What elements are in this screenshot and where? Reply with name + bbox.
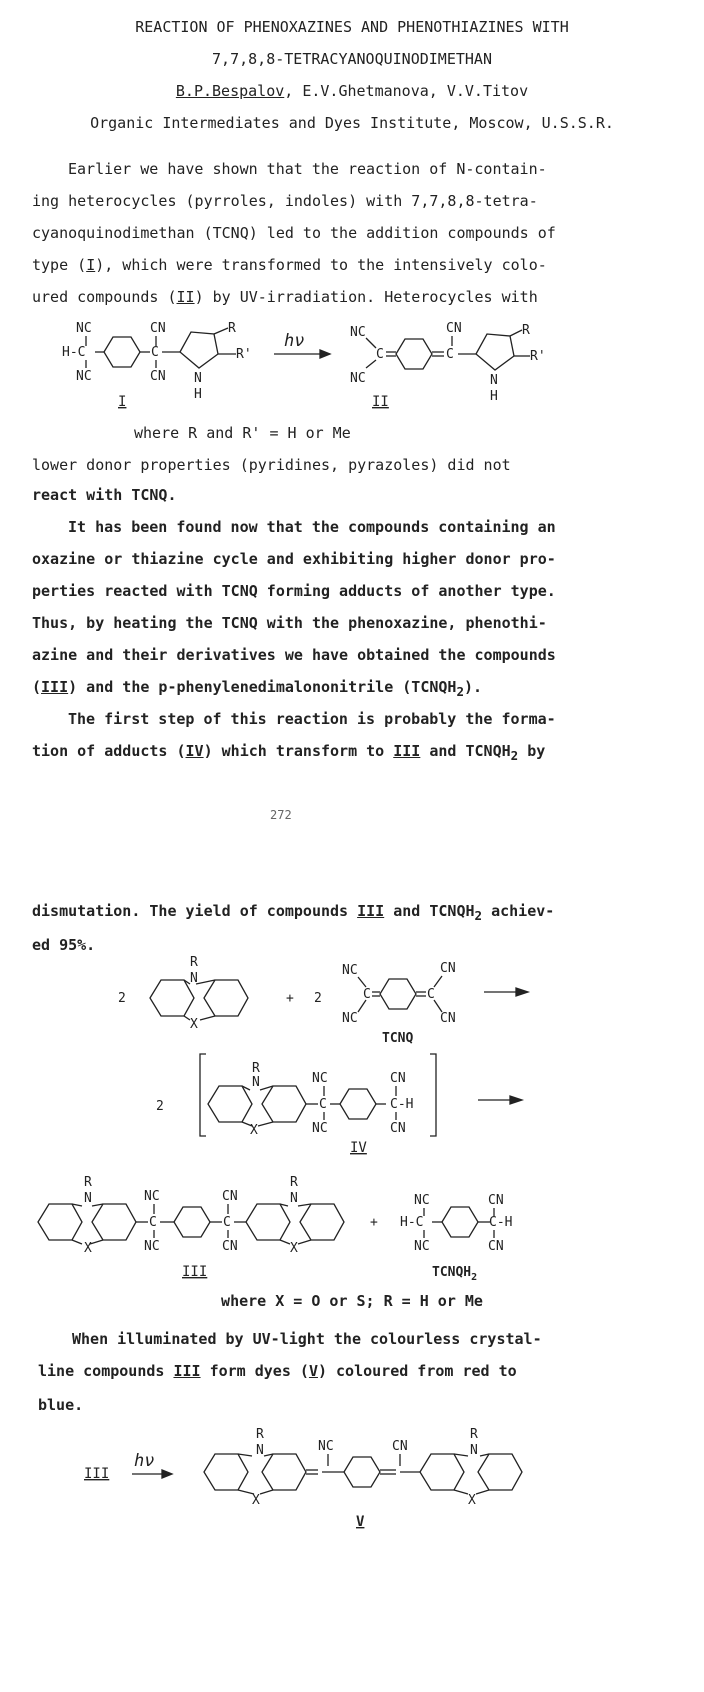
- ring: [204, 1454, 248, 1490]
- struct-text: C-H: [390, 1097, 414, 1112]
- para3-line-3: perties reacted with TCNQ forming adducts of another type.: [32, 582, 556, 600]
- text-run: ) coloured from red to: [317, 1362, 517, 1380]
- para1-line-5: [32, 288, 538, 306]
- struct-text: NC: [350, 325, 366, 340]
- bond: [214, 328, 228, 334]
- para6-line-1: When illuminated by UV-light the colourless crystal-: [72, 1330, 542, 1348]
- para3-line-4: Thus, by heating the TCNQ with the phenoxazine, phenothi-: [32, 614, 547, 632]
- struct-text: R: [190, 955, 198, 970]
- para5-line-2: ed 95%.: [32, 936, 96, 954]
- bond: [298, 1240, 311, 1244]
- struct-text: CN: [440, 1011, 456, 1026]
- para1-line-1: Earlier we have shown that the reaction of N-contain-: [68, 160, 547, 178]
- struct-text: CN: [392, 1439, 408, 1454]
- arrow-head: [320, 350, 330, 358]
- bond: [196, 980, 215, 984]
- compound-ref-II: II: [176, 288, 195, 306]
- struct-text: N: [256, 1443, 264, 1458]
- compound-ref-III: III: [393, 742, 421, 760]
- para1-line-3: cyanoquinodimethan (TCNQ) led to the addition compounds of: [32, 224, 556, 242]
- label-I: I: [118, 394, 127, 410]
- struct-text: R: [290, 1175, 298, 1190]
- struct-text: NC: [350, 371, 366, 386]
- struct-text: C: [376, 347, 384, 362]
- bond: [260, 1490, 273, 1494]
- subscript: 2: [456, 684, 464, 699]
- plus: +: [370, 1215, 378, 1230]
- scheme-1-caption: where R and R' = H or Me: [134, 424, 351, 442]
- struct-text: NC: [318, 1439, 334, 1454]
- struct-text: CN: [446, 321, 462, 336]
- ring: [150, 980, 194, 1016]
- bond: [454, 1454, 468, 1456]
- struct-text: N: [490, 373, 498, 388]
- struct-text: C: [319, 1097, 327, 1112]
- institution: Organic Intermediates and Dyes Institute, Moscow, U.S.S.R.: [90, 114, 614, 132]
- para6-line-2: [38, 1362, 517, 1380]
- ring: [420, 1454, 464, 1490]
- ring: [38, 1204, 82, 1240]
- subscript: 2: [474, 908, 483, 923]
- struct-text: R: [522, 323, 530, 338]
- quinoid-ring: [344, 1457, 380, 1487]
- text-run: achiev-: [482, 902, 555, 920]
- compound-ref-I: I: [86, 256, 96, 274]
- bond: [454, 1490, 468, 1494]
- text-run: ) which transform to: [203, 742, 394, 760]
- bond: [366, 360, 376, 368]
- ring: [246, 1204, 290, 1240]
- struct-text: R: [228, 321, 236, 336]
- text-run: form dyes (: [200, 1362, 309, 1380]
- struct-text: R': [530, 349, 546, 364]
- struct-text: H: [194, 387, 202, 402]
- scheme-3-structures: [0, 1420, 704, 1550]
- compound-ref-III: III: [357, 902, 385, 920]
- para2-line-2: react with TCNQ.: [32, 486, 177, 504]
- bond: [90, 1240, 103, 1244]
- struct-text: CN: [222, 1239, 238, 1254]
- label-III: III: [84, 1466, 110, 1482]
- ring: [262, 1086, 306, 1122]
- bond: [358, 977, 366, 987]
- text-run: tion of adducts (: [32, 742, 186, 760]
- struct-text: CN: [390, 1121, 406, 1136]
- coefficient: 2: [314, 991, 322, 1006]
- bond: [200, 1016, 215, 1020]
- bond: [298, 1204, 311, 1206]
- text-run: by: [518, 742, 546, 760]
- quinoid-ring: [396, 339, 432, 369]
- text-run: ), which were transformed to the intensively colo-: [95, 256, 547, 274]
- struct-text: X: [250, 1123, 258, 1138]
- label-IV: IV: [350, 1140, 367, 1156]
- text-run: ).: [463, 678, 483, 696]
- ring: [92, 1204, 136, 1240]
- benzene-ring: [442, 1207, 478, 1237]
- struct-text: R: [84, 1175, 92, 1190]
- para1-line-2: ing heterocycles (pyrroles, indoles) with 7,7,8,8-tetra-: [32, 192, 538, 210]
- arrow-head: [510, 1096, 522, 1104]
- arrow-head: [516, 988, 528, 996]
- hv-label: hν: [284, 331, 305, 351]
- struct-text: N: [190, 971, 198, 986]
- compound-ref-III: III: [173, 1362, 201, 1380]
- ring: [478, 1454, 522, 1490]
- tcnq-label: TCNQ: [382, 1031, 414, 1046]
- struct-text: CN: [488, 1239, 504, 1254]
- struct-text: X: [468, 1493, 476, 1508]
- struct-text: NC: [414, 1239, 430, 1254]
- bond: [238, 1454, 252, 1456]
- struct-text: N: [194, 371, 202, 386]
- hv-label: hν: [134, 1451, 155, 1471]
- struct-text: N: [470, 1443, 478, 1458]
- struct-text: NC: [414, 1193, 430, 1208]
- bracket-left: [200, 1054, 206, 1136]
- benzene-ring: [104, 337, 140, 367]
- bond: [366, 338, 376, 348]
- para6-line-3: blue.: [38, 1396, 84, 1414]
- struct-text: R: [252, 1061, 260, 1076]
- struct-text: NC: [312, 1071, 328, 1086]
- compound-ref-III: III: [41, 678, 69, 696]
- title-line-2: 7,7,8,8-TETRACYANOQUINODIMETHAN: [212, 50, 492, 68]
- label-III: III: [182, 1264, 208, 1280]
- struct-text: CN: [150, 321, 166, 336]
- para1-line-4: [32, 256, 547, 274]
- struct-text: NC: [342, 963, 358, 978]
- struct-text: NC: [76, 321, 92, 336]
- plus: +: [286, 991, 294, 1006]
- struct-text: X: [290, 1241, 298, 1256]
- struct-text: NC: [312, 1121, 328, 1136]
- struct-text: H-C: [62, 345, 86, 360]
- text-run: type (: [32, 256, 87, 274]
- scheme-1-structures: [0, 310, 704, 450]
- bond: [72, 1240, 82, 1244]
- tcnqh2-label: [432, 1265, 477, 1283]
- struct-text: NC: [144, 1189, 160, 1204]
- struct-text: N: [84, 1191, 92, 1206]
- para2-line-1: lower donor properties (pyridines, pyrazoles) did not: [32, 456, 511, 474]
- struct-text: H: [490, 389, 498, 404]
- text-run: and TCNQH: [384, 902, 475, 920]
- struct-text: C: [149, 1215, 157, 1230]
- struct-text: X: [190, 1017, 198, 1032]
- pyrrole-ring: [180, 332, 218, 368]
- struct-text: NC: [342, 1011, 358, 1026]
- text-run: and TCNQH: [420, 742, 511, 760]
- authors: [0, 82, 704, 100]
- bond: [476, 1490, 489, 1494]
- bond: [280, 1240, 290, 1244]
- struct-text: X: [84, 1241, 92, 1256]
- label-V: V: [356, 1514, 365, 1530]
- struct-text: CN: [488, 1193, 504, 1208]
- benzene-ring: [340, 1089, 376, 1119]
- struct-text: CN: [150, 369, 166, 384]
- text-run: (: [32, 678, 42, 696]
- para3-line-6: [32, 678, 482, 699]
- bond: [258, 1122, 273, 1126]
- scheme-2-structures: [0, 950, 704, 1310]
- para4-line-2: [32, 742, 545, 763]
- label-II: II: [372, 394, 389, 410]
- struct-text: C: [446, 347, 454, 362]
- struct-text: H-C: [400, 1215, 424, 1230]
- quinoid-ring: [380, 979, 416, 1009]
- compound-ref-V: V: [308, 1362, 318, 1380]
- struct-text: R: [256, 1427, 264, 1442]
- scheme-2-caption: where X = O or S; R = H or Me: [221, 1292, 483, 1310]
- text-run: dismutation. The yield of compounds: [32, 902, 358, 920]
- ring: [208, 1086, 252, 1122]
- subscript: 2: [510, 748, 519, 763]
- struct-text: C: [223, 1215, 231, 1230]
- bracket-right: [430, 1054, 436, 1136]
- ring: [204, 980, 248, 1016]
- subscript: 2: [471, 1272, 478, 1283]
- bond: [358, 1000, 366, 1012]
- struct-text: CN: [222, 1189, 238, 1204]
- bond: [510, 330, 522, 336]
- coefficient: 2: [156, 1099, 164, 1114]
- para4-line-1: The first step of this reaction is probably the forma-: [68, 710, 556, 728]
- struct-text: NC: [76, 369, 92, 384]
- coefficient: 2: [118, 991, 126, 1006]
- struct-text: R: [470, 1427, 478, 1442]
- struct-text: N: [252, 1075, 260, 1090]
- struct-text: C: [151, 345, 159, 360]
- para3-line-5: azine and their derivatives we have obtained the compounds: [32, 646, 556, 664]
- struct-text: C-H: [489, 1215, 513, 1230]
- arrow-head: [162, 1470, 172, 1478]
- text-run: ured compounds (: [32, 288, 177, 306]
- struct-text: R': [236, 347, 252, 362]
- struct-text: CN: [440, 961, 456, 976]
- text-run: line compounds: [38, 1362, 174, 1380]
- struct-text: NC: [144, 1239, 160, 1254]
- ring: [262, 1454, 306, 1490]
- struct-text: CN: [390, 1071, 406, 1086]
- compound-ref-IV: IV: [185, 742, 204, 760]
- struct-text: X: [252, 1493, 260, 1508]
- tcnqh-text: TCNQH: [432, 1265, 472, 1280]
- struct-text: N: [290, 1191, 298, 1206]
- bond: [434, 976, 442, 987]
- para3-line-2: oxazine or thiazine cycle and exhibiting higher donor pro-: [32, 550, 556, 568]
- author-first: B.P.Bespalov: [175, 82, 285, 100]
- text-run: ) by UV-irradiation. Heterocycles with: [194, 288, 538, 306]
- ring: [300, 1204, 344, 1240]
- struct-text: C: [363, 987, 371, 1002]
- page-number: 272: [270, 808, 292, 822]
- title-line-1: REACTION OF PHENOXAZINES AND PHENOTHIAZINES WITH: [135, 18, 569, 36]
- author-rest: , E.V.Ghetmanova, V.V.Titov: [284, 82, 529, 100]
- struct-text: C: [427, 987, 435, 1002]
- pyrrole-ring: [476, 334, 514, 370]
- text-run: ) and the p-phenylenedimalononitrile (TCNQH: [68, 678, 457, 696]
- benzene-ring: [174, 1207, 210, 1237]
- para3-line-1: It has been found now that the compounds containing an: [68, 518, 556, 536]
- para5-line-1: [32, 902, 554, 923]
